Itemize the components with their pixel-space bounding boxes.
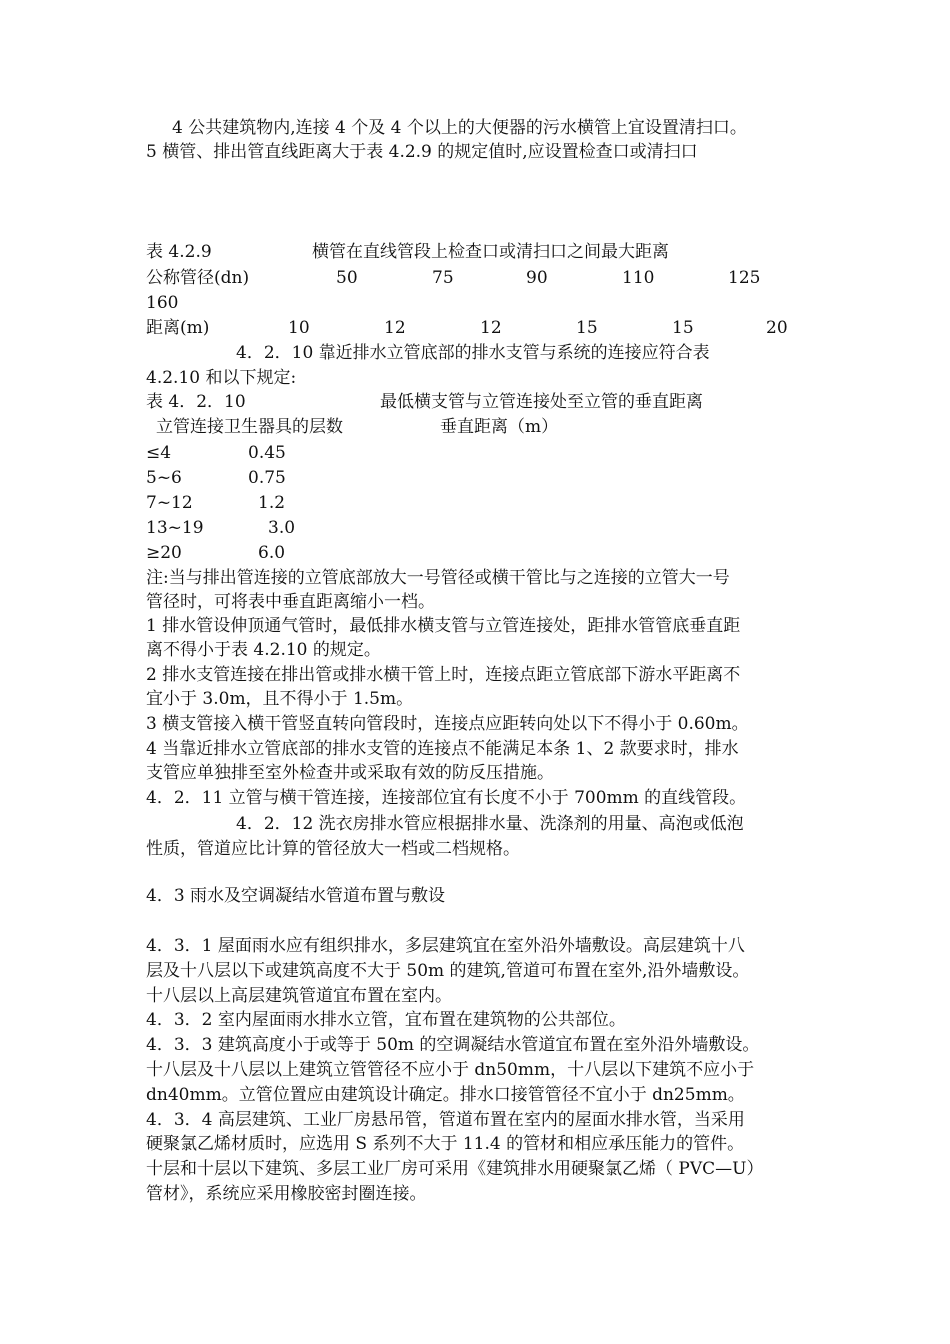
table-429-distance-cell: 20 xyxy=(766,318,788,338)
table-4210-distance-cell: 0.75 xyxy=(248,468,286,488)
clause-4212-line1: 4．2．12 洗衣房排水管应根据排水量、洗涤剂的用量、高泡或低泡 xyxy=(236,814,744,834)
table-429-diameter-cell: 125 xyxy=(728,268,761,288)
note-line2: 管径时，可将表中垂直距离缩小一档。 xyxy=(146,592,435,612)
table-4210-floors-cell: 5~6 xyxy=(146,468,182,488)
clause-434-line4: 管材》，系统应采用橡胶密封圈连接。 xyxy=(146,1184,427,1204)
point-2-line2: 宜小于 3.0m，且不得小于 1.5m。 xyxy=(146,689,414,709)
table-429-distance-cell: 12 xyxy=(384,318,406,338)
table-4210-distance-cell: 1.2 xyxy=(258,493,286,513)
point-3: 3 横支管接入横干管竖直转向管段时，连接点应距转向处以下不得小于 0.60m。 xyxy=(146,714,749,734)
table-429-distance-cell: 12 xyxy=(480,318,502,338)
table-4210-col1-header: 立管连接卫生器具的层数 xyxy=(156,417,343,437)
table-429-distance-cell: 15 xyxy=(672,318,694,338)
table-4210-distance-cell: 6.0 xyxy=(258,543,286,563)
point-4-line1: 4 当靠近排水立管底部的排水支管的连接点不能满足本条 1、2 款要求时，排水 xyxy=(146,739,739,759)
table-429-diameter-cell: 75 xyxy=(432,268,454,288)
clause-4210-line2: 4.2.10 和以下规定: xyxy=(146,368,297,388)
clause-432: 4．3．2 室内屋面雨水排水立管，宜布置在建筑物的公共部位。 xyxy=(146,1010,626,1030)
point-2-line1: 2 排水支管连接在排出管或排水横干管上时，连接点距立管底部下游水平距离不 xyxy=(146,665,741,685)
table-429-title: 横管在直线管段上检查口或清扫口之间最大距离 xyxy=(312,242,669,262)
point-1-line2: 离不得小于表 4.2.10 的规定。 xyxy=(146,640,381,660)
clause-433-line2: 十八层及十八层以上建筑立管管径不应小于 dn50mm，十八层以下建筑不应小于 xyxy=(146,1060,755,1080)
table-4210-floors-cell: 13~19 xyxy=(146,518,204,538)
table-4210-floors-cell: ≥20 xyxy=(146,543,182,563)
clause-434-line2: 硬聚氯乙烯材质时，应选用 S 系列不大于 11.4 的管材和相应承压能力的管件。 xyxy=(146,1134,745,1154)
clause-434-line1: 4．3．4 高层建筑、工业厂房悬吊管，管道布置在室内的屋面水排水管，当采用 xyxy=(146,1110,745,1130)
table-429-diameter-cell: 90 xyxy=(526,268,548,288)
table-4210-floors-cell: 7~12 xyxy=(146,493,193,513)
table-4210-title: 最低横支管与立管连接处至立管的垂直距离 xyxy=(380,392,703,412)
clause-4211: 4．2．11 立管与横干管连接，连接部位宜有长度不小于 700mm 的直线管段。 xyxy=(146,788,747,808)
clause-4210-line1: 4．2．10 靠近排水立管底部的排水支管与系统的连接应符合表 xyxy=(236,343,710,363)
table-4210-floors-cell: ≤4 xyxy=(146,443,172,463)
clause-434-line3: 十层和十层以下建筑、多层工业厂房可采用《建筑排水用硬聚氯乙烯（ PVC—U） xyxy=(146,1159,764,1179)
clause-431-line3: 十八层以上高层建筑管道宜布置在室内。 xyxy=(146,986,452,1006)
table-4210-col2-header: 垂直距离（m） xyxy=(440,417,559,437)
intro-item-4: 4 公共建筑物内,连接 4 个及 4 个以上的大便器的污水横管上宜设置清扫口。 xyxy=(172,118,747,138)
table-429-diameter-cell: 160 xyxy=(146,293,179,313)
section-43-heading: 4．3 雨水及空调凝结水管道布置与敷设 xyxy=(146,886,446,906)
clause-4212-line2: 性质，管道应比计算的管径放大一档或二档规格。 xyxy=(146,839,520,859)
table-429-diameter-cell: 110 xyxy=(622,268,655,288)
table-429-distance-cell: 10 xyxy=(288,318,310,338)
clause-431-line2: 层及十八层以下或建筑高度不大于 50m 的建筑,管道可布置在室外,沿外墙敷设。 xyxy=(146,961,750,981)
table-429-distance-cell: 15 xyxy=(576,318,598,338)
clause-433-line3: dn40mm。立管位置应由建筑设计确定。排水口接管管径不宜小于 dn25mm。 xyxy=(146,1085,745,1105)
table-4210-distance-cell: 3.0 xyxy=(268,518,296,538)
note-line1: 注:当与排出管连接的立管底部放大一号管径或横干管比与之连接的立管大一号 xyxy=(146,568,730,588)
table-429-distance-label: 距离(m) xyxy=(146,318,210,338)
table-4210-label: 表 4．2．10 xyxy=(146,392,246,412)
intro-item-5: 5 横管、排出管直线距离大于表 4.2.9 的规定值时,应设置检查口或清扫口 xyxy=(146,142,698,162)
clause-431-line1: 4．3．1 屋面雨水应有组织排水，多层建筑宜在室外沿外墙敷设。高层建筑十八 xyxy=(146,936,745,956)
point-4-line2: 支管应单独排至室外检查井或采取有效的防反压措施。 xyxy=(146,763,554,783)
clause-433-line1: 4．3．3 建筑高度小于或等于 50m 的空调凝结水管道宜布置在室外沿外墙敷设。 xyxy=(146,1035,760,1055)
table-4210-distance-cell: 0.45 xyxy=(248,443,286,463)
table-429-diameter-label: 公称管径(dn) xyxy=(146,268,250,288)
point-1-line1: 1 排水管设伸顶通气管时，最低排水横支管与立管连接处，距排水管管底垂直距 xyxy=(146,616,741,636)
table-429-diameter-cell: 50 xyxy=(336,268,358,288)
table-429-label: 表 4.2.9 xyxy=(146,242,212,262)
